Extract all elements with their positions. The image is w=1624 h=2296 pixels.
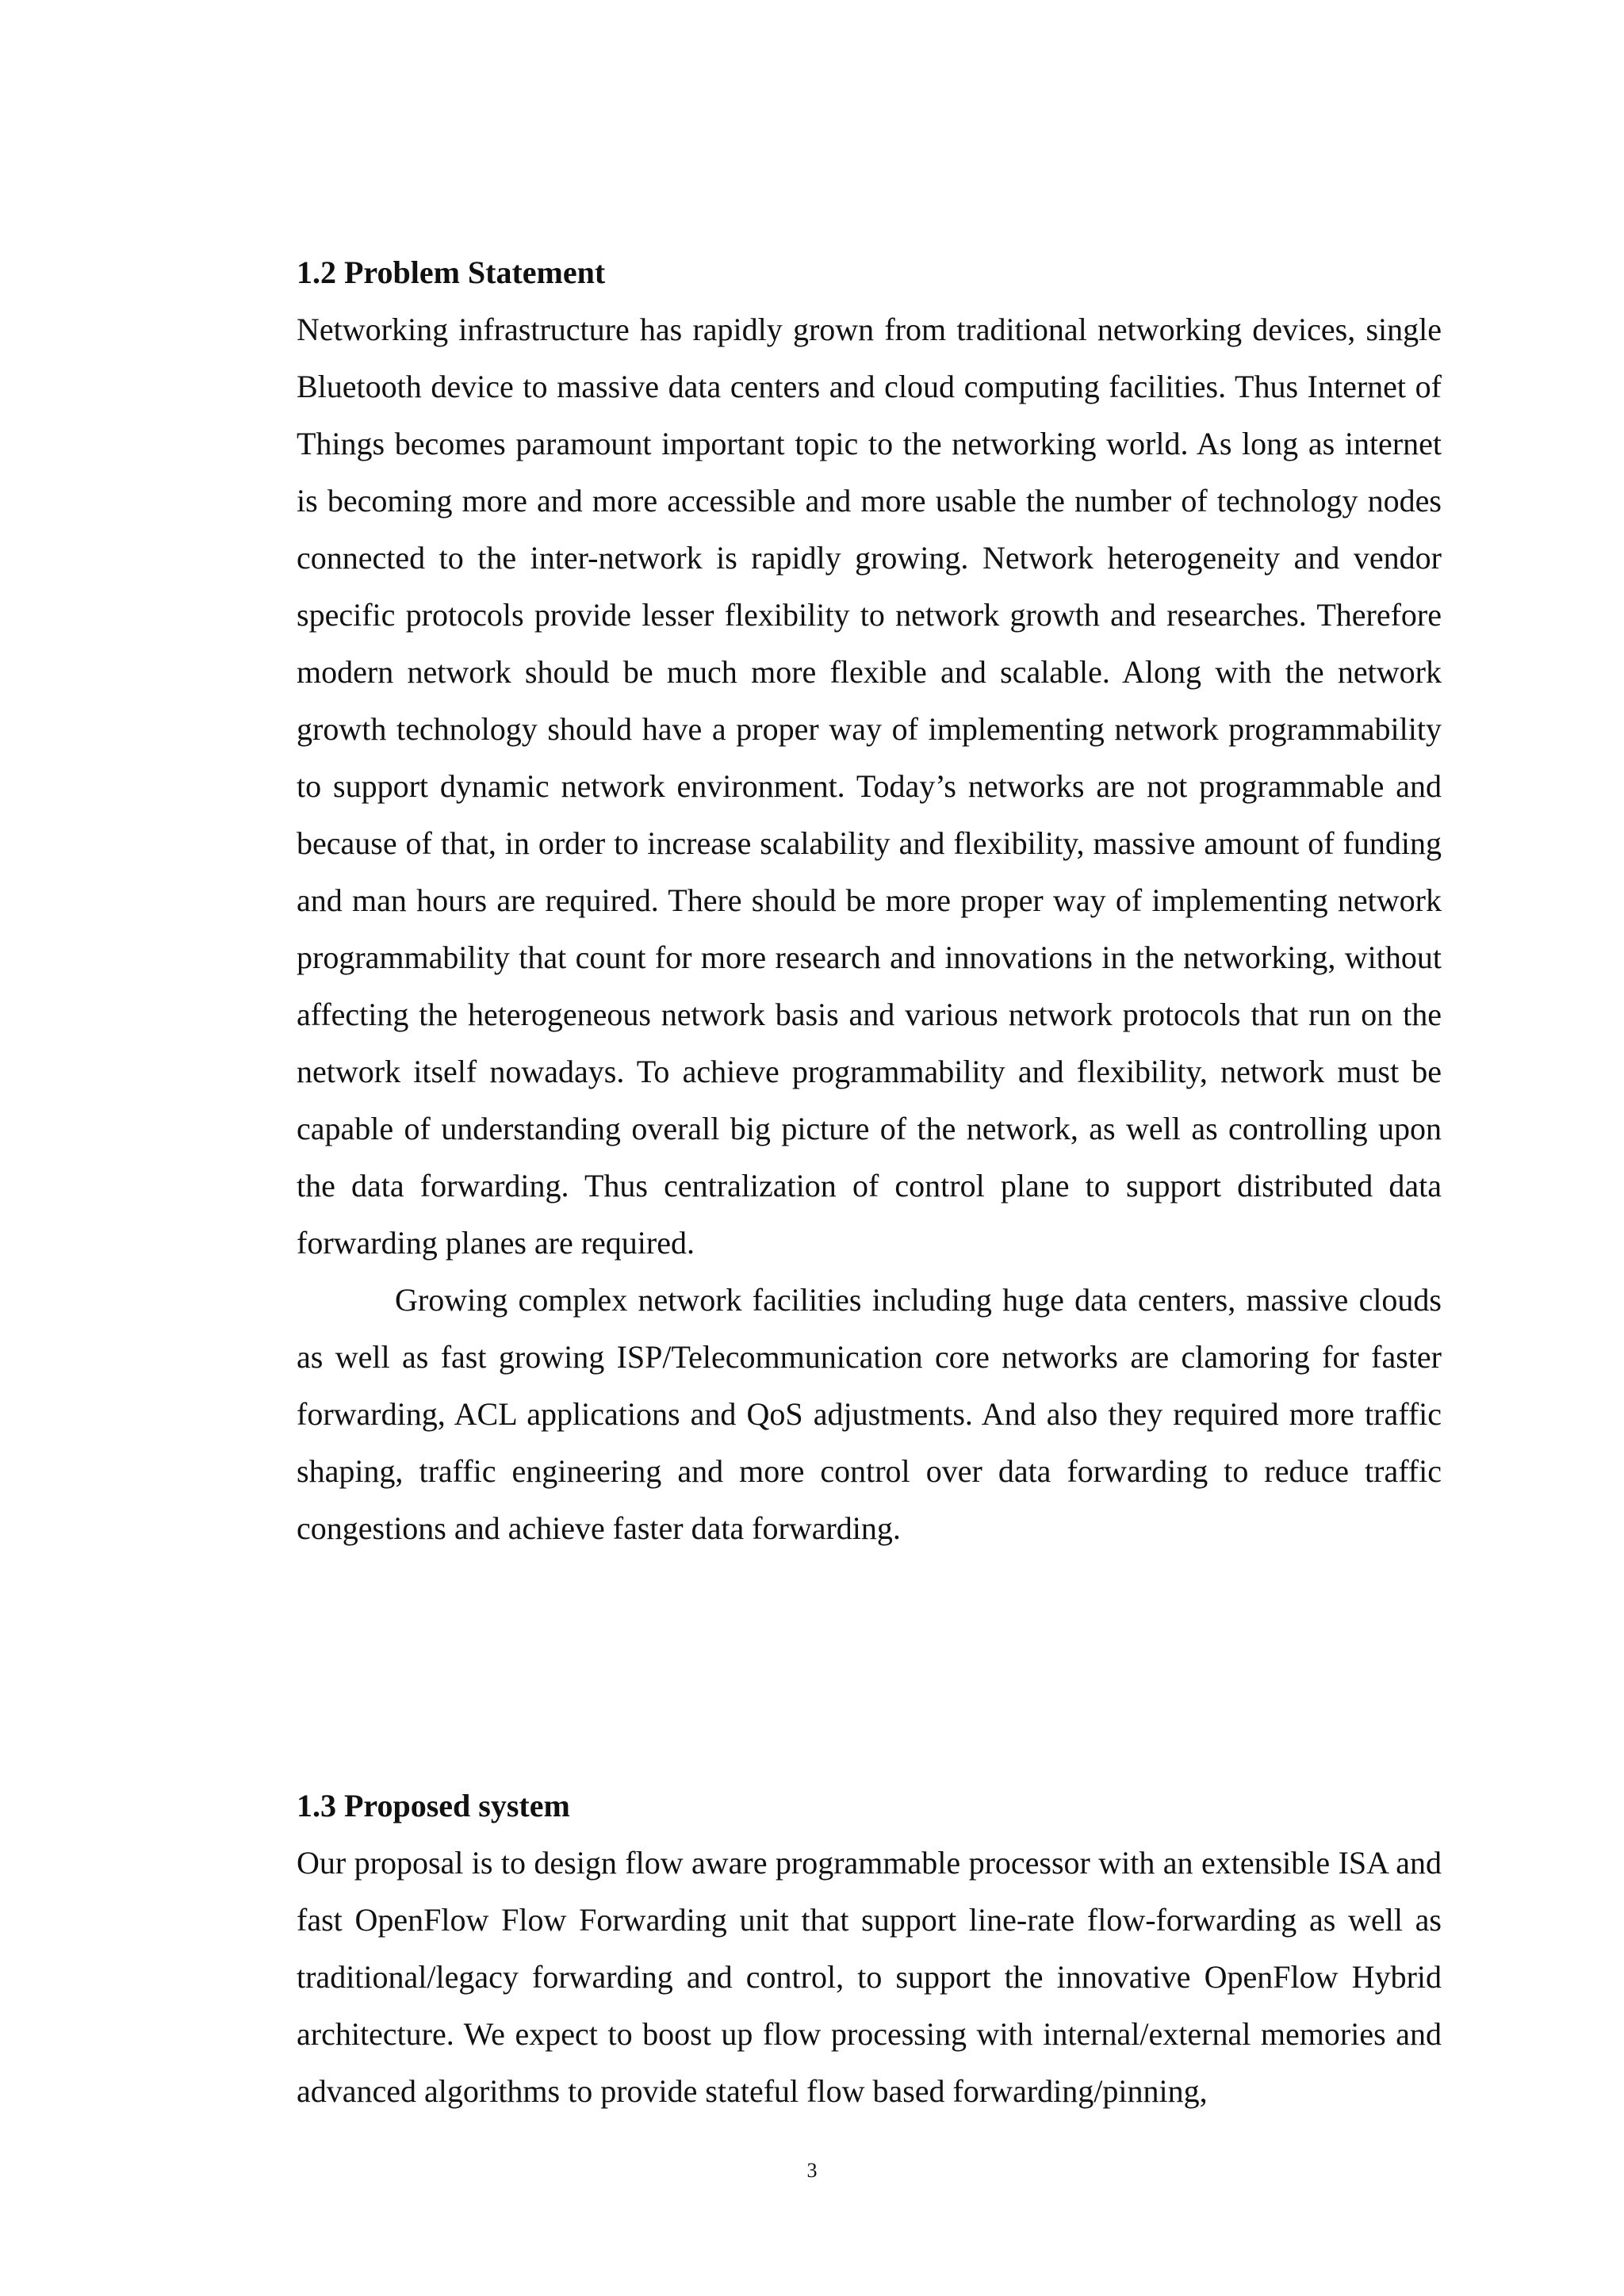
section-proposed-system xyxy=(297,1777,1442,2120)
section-heading: 1.2 Problem Statement xyxy=(297,254,606,290)
paragraph: Growing complex network facilities including huge data centers, massive clouds as well as fast growing ISP/Telecommunication core networks are clamoring for faster forwarding, ACL applications and QoS adjustments. And also they required more traffic shaping, traffic engineering and more control over data forwarding to reduce traffic congestions and achieve faster data forwarding. xyxy=(297,1282,1442,1546)
section-problem-statement xyxy=(297,244,1442,1557)
section-heading: 1.3 Proposed system xyxy=(297,1788,570,1823)
paragraph: Networking infrastructure has rapidly grown from traditional networking devices, single Bluetooth device to massive data centers and cloud computing facilities. Thus Internet of Things becomes paramount important topic to the networking world. As long as internet is becoming more and more accessible and more usable the number of technology nodes connected to the inter-network is rapidly growing. Network heterogeneity and vendor specific protocols provide lesser flexibility to network growth and researches. Therefore modern network should be much more flexible and scalable. Along with the network growth technology should have a proper way of implementing network programmability to support dynamic network environment. Today’s networks are not programmable and because of that, in order to increase scalability and flexibility, massive amount of funding and man hours are required. There should be more proper way of implementing network programmability that count for more research and innovations in the networking, without affecting the heterogeneous network basis and various network protocols that run on the network itself nowadays. To achieve programmability and flexibility, network must be capable of understanding overall big picture of the network, as well as controlling upon the data forwarding. Thus centralization of control plane to support distributed data forwarding planes are required. xyxy=(297,312,1442,1261)
paragraph: Our proposal is to design flow aware programmable processor with an extensible ISA and fast OpenFlow Flow Forwarding unit that support line-rate flow-forwarding as well as traditional/legacy forwarding and control, to support the innovative OpenFlow Hybrid architecture. We expect to boost up flow processing with internal/external memories and advanced algorithms to provide stateful flow based forwarding/pinning, xyxy=(297,1845,1442,2109)
page-number: 3 xyxy=(806,2159,818,2182)
